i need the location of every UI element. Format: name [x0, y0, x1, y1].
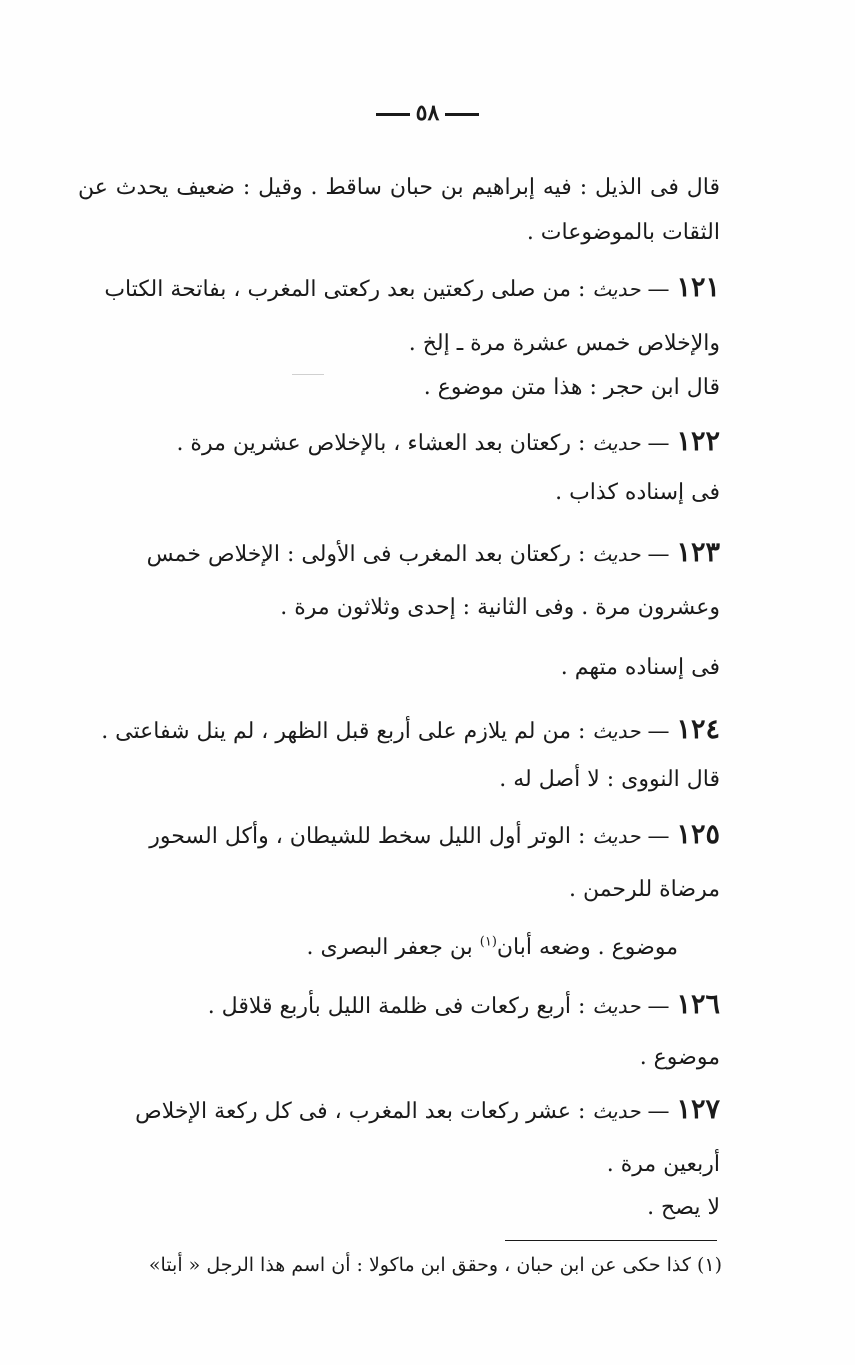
hadith-number: ١٢٥ [676, 819, 720, 850]
footnote: (١) كذا حكى عن ابن حبان ، وحقق ابن ماكولا : أن اسم هذا الرجل « أبتا» [148, 1254, 722, 1276]
hadith-text: : أربع ركعات فى ظلمة الليل بأربع قلاقل . [207, 994, 586, 1019]
text-line [78, 928, 678, 968]
text-line: قال ابن حجر : هذا متن موضوع . [423, 375, 720, 400]
hadith-127: ١٢٧ — حديث : عشر ركعات بعد المغرب ، فى كل ركعة الإخلاص [135, 1094, 720, 1125]
dash-right [376, 113, 410, 116]
text-line: قال النووى : لا أصل له . [499, 767, 720, 792]
hadith-number: ١٢٦ [676, 989, 720, 1020]
text-line: والإخلاص خمس عشرة مرة ـ إلخ . [408, 331, 720, 356]
hadith-text: : عشر ركعات بعد المغرب ، فى كل ركعة الإخلاص [135, 1099, 586, 1124]
hadith-number: ١٢٢ [676, 426, 720, 457]
faint-mark [292, 374, 324, 375]
hadith-122: ١٢٢ — حديث : ركعتان بعد العشاء ، بالإخلاص عشرين مرة . [176, 426, 720, 457]
hadith-label: حديث [592, 994, 641, 1018]
hadith-label: حديث [592, 824, 641, 848]
text-line: قال فى الذيل : فيه إبراهيم بن حبان ساقط . وقيل : ضعيف يحدث عن [78, 175, 720, 200]
page-number-value: ٥٨ [415, 100, 440, 126]
hadith-text: : من صلى ركعتين بعد ركعتى المغرب ، بفاتحة الكتاب [104, 277, 586, 302]
hadith-124: ١٢٤ — حديث : من لم يلازم على أربع قبل الظهر ، لم ينل شفاعتى . [101, 714, 720, 745]
text-line: لا يصح . [647, 1195, 720, 1220]
hadith-text: : ركعتان بعد المغرب فى الأولى : الإخلاص خمس [146, 542, 586, 567]
hadith-text: : الوتر أول الليل سخط للشيطان ، وأكل السحور [149, 824, 586, 849]
text-line: فى إسناده كذاب . [555, 480, 720, 505]
footnote-ref: (١) [479, 934, 497, 950]
hadith-125: ١٢٥ — حديث : الوتر أول الليل سخط للشيطان ، وأكل السحور [149, 819, 720, 850]
text-fragment: بن جعفر البصرى . [306, 935, 480, 960]
hadith-number: ١٢٧ [676, 1094, 720, 1125]
page-number [0, 100, 855, 126]
hadith-text: : من لم يلازم على أربع قبل الظهر ، لم ينل شفاعتى . [101, 719, 586, 744]
text-line: الثقات بالموضوعات . [526, 220, 720, 245]
dash-left [445, 113, 479, 116]
hadith-number: ١٢١ [676, 272, 720, 303]
hadith-number: ١٢٤ [676, 714, 720, 745]
hadith-123: ١٢٣ — حديث : ركعتان بعد المغرب فى الأولى : الإخلاص خمس [146, 537, 720, 568]
hadith-label: حديث [592, 277, 641, 301]
hadith-label: حديث [592, 719, 641, 743]
hadith-label: حديث [592, 542, 641, 566]
text-line: أربعين مرة . [606, 1152, 720, 1177]
text-line: موضوع . [639, 1045, 720, 1070]
text-line: مرضاة للرحمن . [568, 877, 720, 902]
hadith-text: : ركعتان بعد العشاء ، بالإخلاص عشرين مرة . [176, 431, 586, 456]
text-line: وعشرون مرة . وفى الثانية : إحدى وثلاثون مرة . [280, 595, 720, 620]
text-line: فى إسناده متهم . [560, 655, 720, 680]
hadith-label: حديث [592, 1099, 641, 1123]
footnote-rule [505, 1240, 717, 1241]
hadith-label: حديث [592, 431, 641, 455]
hadith-number: ١٢٣ [676, 537, 720, 568]
text-fragment: موضوع . وضعه أبان [496, 935, 678, 960]
hadith-121: ١٢١ — حديث : من صلى ركعتين بعد ركعتى المغرب ، بفاتحة الكتاب [104, 272, 720, 303]
hadith-126: ١٢٦ — حديث : أربع ركعات فى ظلمة الليل بأربع قلاقل . [207, 989, 720, 1020]
